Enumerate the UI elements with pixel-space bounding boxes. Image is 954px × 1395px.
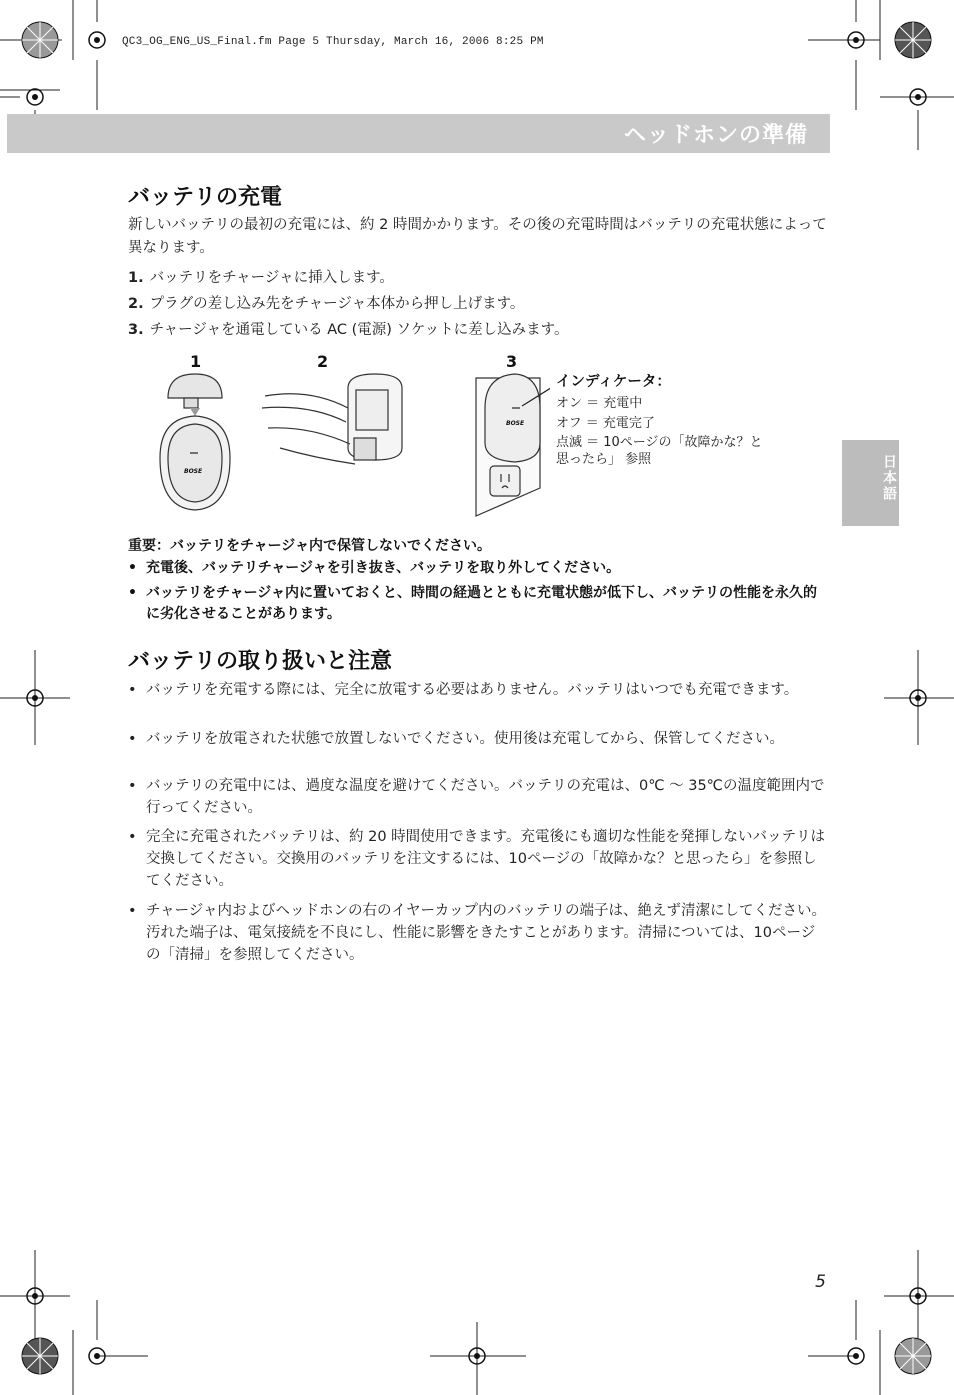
step-number: 1.	[128, 270, 144, 286]
handling-bullet: • バッテリを放電された状態で放置しないでください。使用後は充電してから、保管してください。	[128, 731, 784, 747]
bullet-text: チャージャ内およびヘッドホンの右のイヤーカップ内のバッテリの端子は、絶えず清潔にしてください。汚れた端子は、電気接続を不良にし、性能に影響をきたすことがあります。清掃については、10ページの「清掃」を参照してください。	[146, 903, 827, 963]
section-band	[7, 114, 830, 153]
section-band-title: ヘッドホンの準備	[623, 123, 808, 148]
indicator-line: オン ＝ 充電中	[556, 396, 643, 411]
handling-bullet: • バッテリを充電する際には、完全に放電する必要はありません。バッテリはいつでも充電できます。	[128, 682, 799, 698]
charging-step	[128, 318, 569, 339]
indicator-line: オフ ＝ 充電完了	[556, 416, 655, 431]
bullet-text: バッテリを放電された状態で放置しないでください。使用後は充電してから、保管してください。	[146, 731, 784, 747]
bose-logo: BOSE	[184, 468, 203, 475]
handling-bullet: • 完全に充電されたバッテリは、約 20 時間使用できます。充電後にも適切な性能を発揮しないバッテリは交換してください。交換用のバッテリを注文するには、10ページの「故障かな？と思ったら」を参照してください。	[128, 829, 826, 889]
important-bullet: • バッテリをチャージャ内に置いておくと、時間の経過とともに充電状態が低下し、バッテリの性能を永久的に劣化させることがあります。	[128, 585, 818, 622]
language-side-tab	[842, 440, 899, 526]
indicator-line: 思ったら」 参照	[556, 452, 652, 467]
important-bullet: • 充電後、バッテリチャージャを引き抜き、バッテリを取り外してください。	[128, 560, 621, 576]
bullet-text: バッテリの充電中には、過度な温度を避けてください。バッテリの充電は、0℃ ～ 35℃の温度範囲内で行ってください。	[146, 778, 825, 816]
step-text: プラグの差し込み先をチャージャ本体から押し上げます。	[149, 296, 525, 312]
step-text: チャージャを通電している AC (電源) ソケットに差し込みます。	[149, 322, 569, 338]
charging-title: バッテリの充電	[128, 185, 283, 210]
step-text: バッテリをチャージャに挿入します。	[149, 270, 394, 286]
bullet-text: 完全に充電されたバッテリは、約 20 時間使用できます。充電後にも適切な性能を発揮しないバッテリは交換してください。交換用のバッテリを注文するには、10ページの「故障かな？と思ったら」を参照してください。	[146, 829, 826, 889]
figure-number-3: 3	[506, 352, 518, 371]
bullet-text: バッテリを充電する際には、完全に放電する必要はありません。バッテリはいつでも充電できます。	[146, 682, 799, 698]
handling-title: バッテリの取り扱いと注意	[128, 649, 393, 674]
charging-step	[128, 266, 394, 287]
handling-bullet: • バッテリの充電中には、過度な温度を避けてください。バッテリの充電は、0℃ ～ 35℃の温度範囲内で行ってください。	[128, 778, 825, 816]
figure-number-2: 2	[317, 352, 329, 371]
charging-intro: 新しいバッテリの最初の充電には、約 2 時間かかります。その後の充電時間はバッテリの充電状態によって異なります。	[128, 217, 827, 256]
bose-logo: BOSE	[506, 420, 525, 427]
indicator-title: インディケータ：	[556, 374, 671, 390]
figure-number-1: 1	[190, 352, 202, 371]
charging-step	[128, 292, 524, 313]
page-number: 5	[815, 1272, 826, 1292]
bullet-text: 充電後、バッテリチャージャを引き抜き、バッテリを取り外してください。	[146, 560, 621, 576]
indicator-line: 点滅 ＝ 10ページの「故障かな？と	[556, 435, 763, 450]
handling-bullet: • チャージャ内およびヘッドホンの右のイヤーカップ内のバッテリの端子は、絶えず清潔にしてください。汚れた端子は、電気接続を不良にし、性能に影響をきたすことがあります。清掃については、10ページの「清掃」を参照してください。	[128, 903, 827, 963]
file-header: QC3_OG_ENG_US_Final.fm Page 5 Thursday, March 16, 2006 8:25 PM	[122, 36, 544, 48]
bullet-text: バッテリをチャージャ内に置いておくと、時間の経過とともに充電状態が低下し、バッテリの性能を永久的に劣化させることがあります。	[146, 585, 818, 622]
step-number: 2.	[128, 296, 144, 312]
important-heading: 重要：バッテリをチャージャ内で保管しないでください。	[128, 538, 492, 554]
step-number: 3.	[128, 322, 144, 338]
charger-illustration	[150, 368, 550, 518]
language-side-tab-label: 日本語	[881, 454, 897, 502]
